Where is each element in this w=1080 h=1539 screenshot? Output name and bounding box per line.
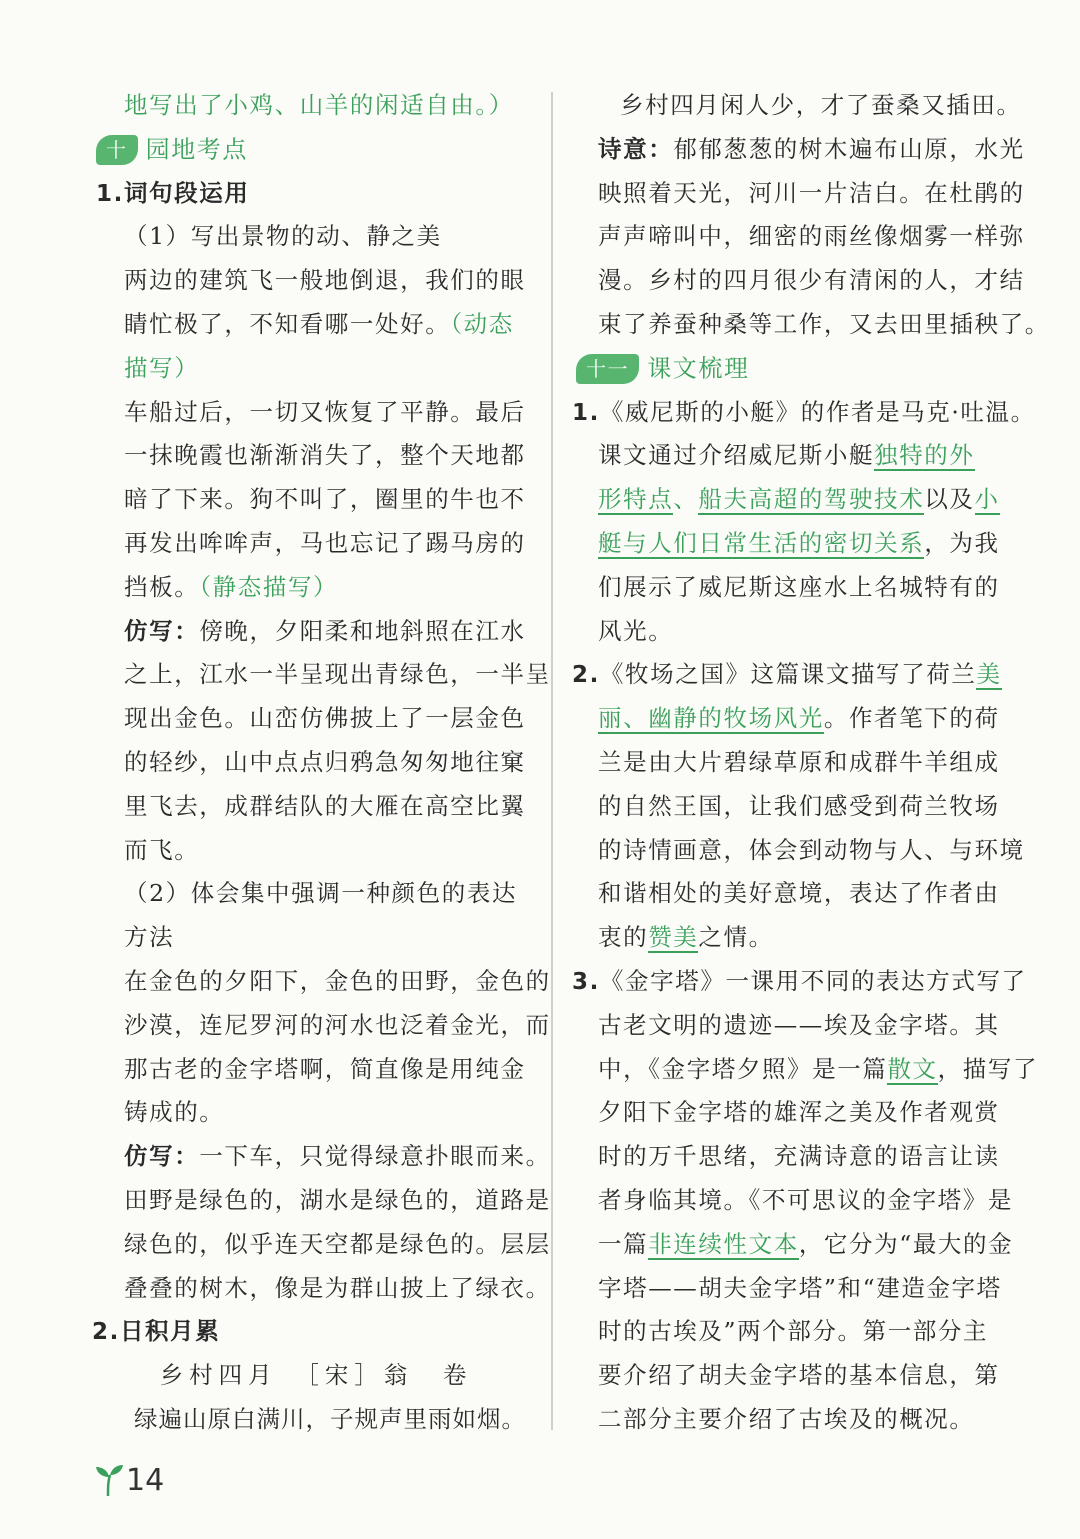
text: ，为我: [924, 528, 1000, 557]
heading-number: 1.: [96, 180, 124, 207]
para-line: 叠叠的树木，像是为群山披上了绿衣。: [124, 1273, 551, 1302]
para-line: [566, 434, 1014, 478]
imitation-line: [92, 610, 540, 654]
text: 之情。: [698, 923, 774, 952]
para-line: [92, 303, 540, 347]
answer-tag: （动态: [450, 309, 514, 338]
answer-text: 形特点: [598, 485, 674, 514]
subheading: 方法: [124, 923, 175, 952]
continued-answer: 地写出了小鸡、山羊的闲适自由。）: [124, 91, 514, 119]
para-line: 字塔——胡夫金字塔”和“建造金字塔: [598, 1273, 1002, 1302]
answer-text: 非连续性文本: [648, 1229, 799, 1258]
imitation-label: 仿写：: [124, 616, 200, 645]
text: 挡板。: [124, 572, 200, 601]
right-column: [566, 84, 1050, 1442]
para-line: [566, 697, 1014, 741]
para-line: [566, 1048, 1039, 1092]
para-line: 一抹晚霞也渐渐消失了，整个天地都: [124, 441, 526, 470]
para-line: 漫。乡村的四月很少有清闲的人，才结: [598, 266, 1025, 295]
answer-tag: 描写）: [124, 353, 200, 382]
para-line: [566, 916, 1014, 960]
section-title: 园地考点: [145, 135, 249, 164]
para-line: 车船过后，一切又恢复了平静。最后: [124, 397, 526, 426]
text: 、: [673, 485, 699, 514]
para-line: 时的古埃及”两个部分。第一部分主: [598, 1317, 989, 1346]
page-number: 14: [126, 1462, 165, 1498]
heading-text: 词句段运用: [123, 178, 250, 207]
answer-tag: （静态描写）: [199, 572, 339, 601]
text: 《牧场之国》这篇课文描写了荷兰: [599, 660, 977, 689]
para-line: 现出金色。山峦仿佛披上了一层金色: [124, 704, 526, 733]
para-line: [566, 522, 1014, 566]
text: 衷的: [598, 923, 649, 952]
para-line: 和谐相处的美好意境，表达了作者由: [598, 879, 1000, 908]
sprout-icon: [94, 1463, 124, 1497]
answer-text: 小: [974, 485, 1000, 514]
para-line: 再发出哞哞声，马也忘记了踢马房的: [124, 528, 526, 557]
answer-text: 散文: [887, 1054, 938, 1083]
answer-text: 赞美: [648, 923, 699, 952]
para-line: 田野是绿色的，湖水是绿色的，道路是: [124, 1185, 551, 1214]
section-10-heading: [92, 128, 540, 172]
section-badge: 十一: [576, 354, 639, 384]
para-line: 绿色的，似乎连天空都是绿色的。层层: [124, 1229, 551, 1258]
answer-text: 丽、幽静的牧场风光: [598, 704, 824, 733]
answer-text: 美: [976, 660, 1002, 689]
para-line: 那古老的金字塔啊，简直像是用纯金: [124, 1054, 526, 1083]
meaning-label: 诗意：: [598, 134, 674, 163]
para-line: 沙漠，连尼罗河的河水也泛着金光，而: [124, 1010, 551, 1039]
heading-text: 日积月累: [119, 1317, 221, 1346]
para-line: 要介绍了胡夫金字塔的基本信息，第: [598, 1361, 1000, 1390]
poem-meaning-line: [566, 128, 1025, 172]
para-line: 时的万千思绪，充满诗意的语言让读: [598, 1142, 1000, 1171]
text: ，它分为“最大的金: [798, 1229, 1014, 1258]
para-line: 夕阳下金字塔的雄浑之美及作者观赏: [598, 1098, 1000, 1127]
para-line: 里飞去，成群结队的大雁在高空比翼: [124, 791, 526, 820]
para-line: 的轻纱，山中点点归鸦急匆匆地往窠: [124, 747, 526, 776]
text: 《威尼斯的小艇》的作者是马克·吐温。: [599, 397, 1036, 426]
item-number: 3.: [572, 968, 600, 995]
para-line: 铸成的。: [124, 1098, 225, 1127]
text: 傍晚，夕阳柔和地斜照在江水: [199, 616, 526, 645]
para-line: 两边的建筑飞一般地倒退，我们的眼: [124, 266, 526, 295]
para-line: 映照着天光，河川一片洁白。在杜鹃的: [598, 178, 1025, 207]
answer-text: 船夫高超的驾驶技术: [698, 485, 925, 514]
item-2-line: [566, 653, 1014, 697]
para-line: 在金色的夕阳下，金色的田野，金色的: [124, 966, 551, 995]
item-number: 1.: [572, 399, 600, 426]
para-line: 者身临其境。《不可思议的金字塔》是: [598, 1185, 1013, 1214]
section-badge: 十: [96, 135, 138, 165]
para-line: 声声啼叫中，细密的雨丝像烟雾一样弥: [598, 222, 1025, 251]
para-line: [566, 478, 1014, 522]
section-11-heading: [566, 347, 1014, 391]
heading-1: [92, 172, 540, 216]
poem-title: 乡村四月 ［宋］翁 卷: [159, 1361, 473, 1390]
subheading: （2）体会集中强调一种颜色的表达: [124, 879, 518, 908]
text: 。作者笔下的荷: [823, 704, 1000, 733]
section-title: 课文梳理: [647, 354, 750, 383]
para-line: 而飞。: [124, 835, 200, 864]
para-line: 们展示了威尼斯这座水上名城特有的: [598, 572, 1000, 601]
text: ，描写了: [937, 1054, 1039, 1083]
para-line: [566, 1223, 1014, 1267]
para-line: 的自然王国，让我们感受到荷兰牧场: [598, 791, 1000, 820]
text: 郁郁葱葱的树木遍布山原，水光: [673, 134, 1025, 163]
text: 睛忙极了，不知看哪一处好。: [124, 309, 451, 338]
text: 一篇: [598, 1229, 649, 1258]
answer-text: 独特的外: [874, 441, 975, 470]
item-number: 2.: [572, 662, 600, 689]
text: 中，《金字塔夕照》是一篇: [598, 1054, 888, 1083]
para-line: 风光。: [598, 616, 674, 645]
para-line: 兰是由大片碧绿草原和成群牛羊组成: [598, 747, 1000, 776]
text: 一下车，只觉得绿意扑眼而来。: [199, 1142, 551, 1171]
column-divider: [551, 92, 553, 1430]
item-3-line: [566, 960, 1027, 1004]
text: 课文通过介绍威尼斯小艇: [598, 441, 875, 470]
answer-text: 艇与人们日常生活的密切关系: [598, 528, 925, 557]
para-line: 暗了下来。狗不叫了，圈里的牛也不: [124, 485, 526, 514]
heading-2: [92, 1310, 540, 1354]
para-line: [92, 566, 540, 610]
para-line: 束了养蚕种桑等工作，又去田里插秧了。: [598, 309, 1050, 338]
imitation-line: [92, 1135, 551, 1179]
page-footer: [94, 1460, 164, 1500]
item-1-line: [566, 391, 1036, 435]
heading-number: 2.: [92, 1319, 120, 1346]
text: 《金字塔》一课用不同的表达方式写了: [599, 966, 1027, 995]
para-line: 之上，江水一半呈现出青绿色，一半呈: [124, 660, 551, 689]
text: 以及: [924, 485, 975, 514]
para-line: 二部分主要介绍了古埃及的概况。: [598, 1404, 975, 1433]
imitation-label: 仿写：: [124, 1142, 200, 1171]
para-line: 的诗情画意，体会到动物与人、与环境: [598, 835, 1025, 864]
poem-line: 乡村四月闲人少，才了蚕桑又插田。: [620, 91, 1022, 119]
left-column: [92, 84, 551, 1442]
para-line: 古老文明的遗迹——埃及金字塔。其: [598, 1010, 1000, 1039]
subheading: （1）写出景物的动、静之美: [124, 222, 442, 251]
poem-line: 绿遍山原白满川，子规声里雨如烟。: [134, 1404, 526, 1433]
